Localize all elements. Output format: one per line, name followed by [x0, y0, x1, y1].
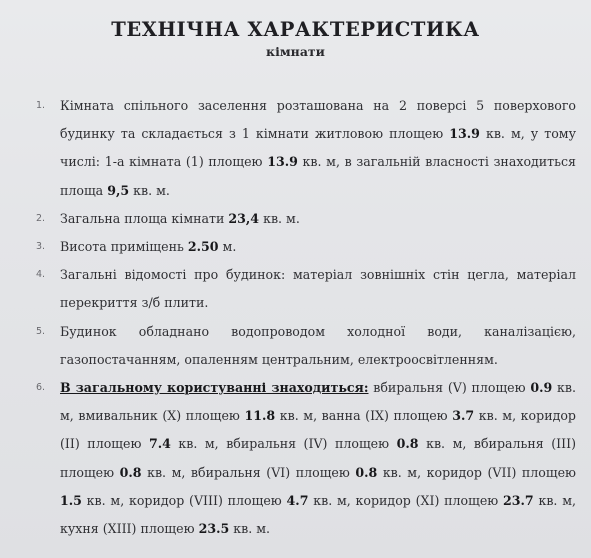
numeric-value: 0.9	[530, 380, 553, 396]
document-subtitle: кімнати	[266, 44, 325, 59]
text-segment: кв. м, коридор (XI) площею	[308, 492, 504, 508]
numeric-value: 0.8	[119, 464, 142, 480]
numeric-value: 0.8	[355, 464, 378, 480]
text-segment: м.	[218, 239, 237, 255]
numeric-value: 9,5	[107, 182, 130, 198]
item-text	[60, 211, 300, 226]
list-item	[28, 318, 576, 374]
text-segment: кв. м, коридор (VIII) площею	[81, 492, 287, 508]
item-text	[60, 324, 576, 367]
text-segment: кв. м, коридор (VII) площею	[377, 464, 576, 480]
item-text	[60, 98, 576, 198]
underlined-heading: В загальному користуванні знаходиться:	[60, 380, 369, 396]
numeric-value: 4.7	[286, 492, 309, 508]
numeric-value: 13.9	[267, 154, 298, 170]
item-text	[60, 239, 236, 254]
item-number: 4.	[36, 269, 46, 281]
numeric-value: 23,4	[228, 210, 260, 226]
numeric-value: 11.8	[244, 408, 276, 424]
text-segment: кв. м.	[259, 210, 300, 226]
numeric-value: 23.7	[503, 492, 534, 508]
text-segment: кв. м, вбиральня (VI) площею	[141, 464, 356, 480]
text-segment: Будинок обладнано водопроводом холодної води, каналізацією, газопостачанням, опаленням центральним, електроосвітленням.	[60, 323, 576, 367]
numeric-value: 1.5	[60, 492, 82, 508]
text-segment: Кімната спільного заселення розташована на 2 поверсі 5 поверхового будинку та складається з 1 кімнати житловою площею	[60, 98, 576, 142]
item-text	[60, 267, 576, 310]
item-number: 1.	[36, 100, 46, 111]
text-segment: Загальна площа кімнати	[60, 210, 229, 226]
text-segment: кв. м, в загальній власності знаходиться площа	[60, 154, 576, 198]
numeric-value: 0.8	[396, 436, 419, 452]
text-segment: вбиральня (V) площею	[368, 380, 531, 396]
item-number: 5.	[36, 325, 46, 337]
document-title: ТЕХНІЧНА ХАРАКТЕРИСТИКА	[111, 18, 480, 41]
text-segment: кв. м.	[129, 182, 170, 198]
list-item	[28, 374, 576, 543]
list-item	[28, 233, 576, 261]
text-segment: кв. м, коридор (II) площею	[60, 408, 576, 452]
text-segment: кв. м, вбиральня (III) площею	[60, 436, 576, 480]
text-segment: Загальні відомості про будинок: матеріал зовнішніх стін цегла, матеріал перекриття з/б плити.	[60, 267, 576, 311]
text-segment: кв. м, ванна (IX) площею	[275, 408, 453, 424]
numeric-value: 23.5	[198, 521, 230, 537]
characteristics-list	[28, 92, 576, 543]
item-number: 3.	[36, 241, 46, 253]
numeric-value: 7.4	[148, 436, 171, 452]
item-text	[60, 380, 576, 536]
numeric-value: 3.7	[452, 408, 475, 424]
list-item	[28, 92, 576, 205]
text-segment: кв. м, вбиральня (IV) площею	[170, 436, 397, 452]
item-number: 2.	[36, 212, 46, 224]
text-segment: кв. м, у тому числі: 1-а кімната (1) площею	[60, 126, 576, 170]
text-segment: кв. м.	[229, 521, 271, 537]
item-number: 6.	[36, 382, 46, 394]
text-segment: кв. м, кухня (XIII) площею	[60, 492, 576, 537]
list-item	[28, 261, 576, 317]
text-segment: Висота приміщень	[60, 239, 188, 255]
list-item	[28, 205, 576, 233]
numeric-value: 2.50	[187, 239, 219, 255]
numeric-value: 13.9	[449, 126, 480, 142]
text-segment: кв. м, вмивальник (X) площею	[60, 380, 576, 424]
